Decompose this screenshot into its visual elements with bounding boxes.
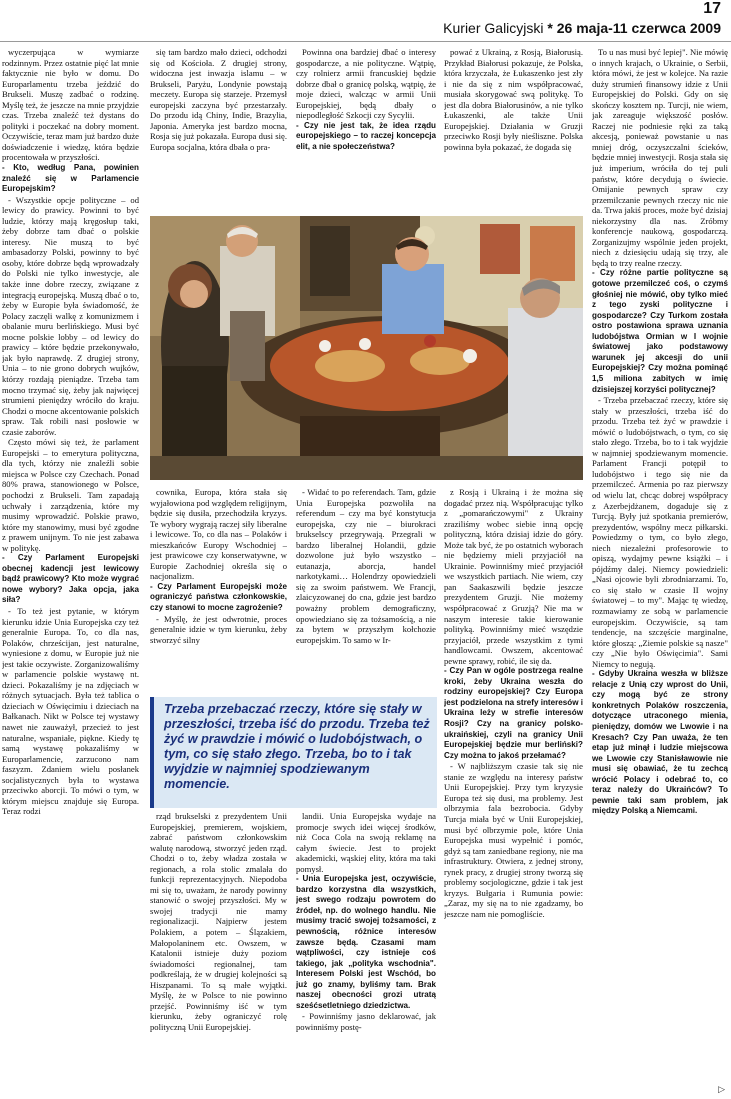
interview-question: - Gdyby Ukraina weszła w bliższe relacje z Unią czy wprost do Unii, czy mogą być ze strony konkretnych Polaków roszczenia, dotyczące utraconego mienia, pieniędzy, domów we Lwowie i na Kresach? Czy Pan uważa, że ten etap już minął i ludzie miejscowa we Lwowie czy Stanisławowie nie musi się obawiać, że tu zechcą wrócić Polacy i odebrać to, co teraz należy do Ukraińców? To pewnie taki sam problem, jak między Polską a Niemcami. xyxy=(592,669,728,816)
article-paragraph: - Powinniśmy jasno deklarować, jak powinniśmy postę- xyxy=(296,1011,436,1032)
column-3-middle xyxy=(296,487,436,694)
article-paragraph: - Wszystkie opcje polityczne – od lewicy do prawicy. Powinni to być ludzie, którzy mają kręgosłup taki, żeby dobrze tam dbać o polskie interesy. Nie muszą to być ambasadorzy Polski, powinny to być osoby, które dobrze będą wprowadzały do Polski nie tylko inwestycje, ale także inne dobre rzeczy, związane z integracją europejską. Muszą dbać o to, żeby w Europie była świadomość, że Polacy zaczęli walkę z komunizmem i obalanie muru berlińskiego. Musi być mocne polskie lobby – od lewicy do prawicy – które będzie przekonywało, jak było naprawdę. Z drugiej strony, Unia – to nie grono dobrych wujków, którzy rozdają pieniądze. Trzeba tam mocno trzymać się, żeby jak najwięcej strumieni pieniędzy wróciło do kraju. Chodzi o mocne akcentowanie polskich spraw. Tak robili nasi posłowie w czasie zaborów. xyxy=(2,194,139,437)
column-2-bottom xyxy=(150,811,287,1095)
interview-question: - Czy nie jest tak, że idea rządu europejskiego – to raczej koncepcja elit, a nie społeczeństwa? xyxy=(296,120,436,151)
article-paragraph: Często mówi się też, że parlament Europejski – to emerytura polityczna, dla tych, którzy nie znaleźli sobie miejsca w Polsce czy Czechach. Ponad 80% prawa, stanowionego w Polsce, pochodzi z Brukseli. Tam zapadają uchwały i zarządzenia, które my musimy wprowadzić. Polskie prawo, które my stanowimy, musi być zgodne z prawem unijnym. To nie jest zabawa w politykę. xyxy=(2,437,139,553)
article-paragraph: To u nas musi być lepiej". Nie mówię o innych krajach, o Ukrainie, o Serbii, która mówi, że jest w kolejce. Na razie duży strumień finansowy idzie z Unii Europejskiej do Polski. Gdy on się skończy kosztem np. Turcji, nie wiem, jak zareaguje większość posłów. Raczej nie podniesie ręki za taką akcesją, ponieważ powstanie u nas mniej dróg, oczyszczalni ścieków, będzie mniej inwestycji. Rosja stała się już imperium, wróciła do tej puli państw, które decydują o świecie. Omijanie pewnych spraw czy przemilczanie pewnych rzeczy nic nie da. Trwa jakiś proces, może być dzisiaj niekorzystny dla nas. Zróbmy konferencje naukową, gospodarczą. Zorganizujmy wspólnie jeden projekt, niech z dziesięciu udają się trzy, ale będą to trzy realne rzeczy. xyxy=(592,47,728,268)
next-page-arrow-icon[interactable]: ▷ xyxy=(718,1085,725,1095)
article-paragraph: - Widać to po referendach. Tam, gdzie Unia Europejska pozwoliła na referendum – czy ma być konstytucja europejska, czy nie – biurokraci brukselscy przegrywają. Przegrali w bardzo liberalnej Holandii, gdzie dozwolone już było wszystko – eutanazja, aborcja, handel narkotykami… Holendrzy opowiedzieli się za swoim państwem. We Francji, zlaicyzowanej do cna, gdzie jest bardzo poważny problem demograficzny, opowiedziano się za tożsamością, a nie za bytem w przyszłym kołchozie europejskim. To samo w Ir- xyxy=(296,487,436,645)
pull-quote xyxy=(150,697,437,808)
column-2-middle xyxy=(150,487,287,694)
column-4-bottom xyxy=(444,487,583,1095)
article-paragraph: cownika, Europa, która stała się wyjałowiona pod względem religijnym, będzie się dusiła, przechodziła kryzys. Te wybory wygrają raczej siły liberalne i lewicowe. To, co dla nas – Polaków i mieszkańców Europy Wschodniej – jest prawicowe czy konserwatywne, w Europie Zachodniej określa się o nacjonalizm. xyxy=(150,487,287,582)
column-3-bottom xyxy=(296,811,436,1095)
page-number: 17 xyxy=(703,0,721,17)
article-paragraph: - To też jest pytanie, w którym kierunku idzie Unia Europejska czy też generalnie Europa. To, co dla nas, Polaków, chrześcijan, jest naturalne, wyniesione z domu, w Europie już nie jest takie oczywiste. Zorganizowaliśmy w parlamencie polskie wystawę nt. dzieci. Pokazaliśmy je na zdjęciach w różnych sytuacjach. Była też tablica o dzieciach w Oświęcimiu i dzieciach na Bałkanach. Nikt w Polsce tej wystawy nawet nie zauważył, przecież to jest naturalne, wspaniałe, piękne. Kiedy tę samą wystawę pokazaliśmy w Europarlamencie, zarzucono nam faszyzm. Zdaniem wielu posłanek socjalistycznych była to wystawa przeciwko aborcji. To mówi o tym, w którym miejscu znajduje się Europa. Teraz rodzi xyxy=(2,605,139,817)
article-paragraph: - W najbliższym czasie tak się nie stanie ze względu na interesy państw Unii Europejskiej. Przy tym kryzysie Europa też się dusi, ma problemy. Jest olbrzymia fala bezrobocia. Gdyby Turcja miała być w Unii Europejskiej, musi być olbrzymie pole, które Unia Europejska musi wypełnić i pomóc, gdyż są tam zaniedbane regiony, nie ma infrastruktury. Otwiera, z jednej strony, rynek pracy, z drugiej strony tworzą się problemy socjologiczne, gdzie i tak jest kryzys. Bułgaria i Rumunia powie: „Zaraz, my się na to nie zgadzamy, bo jeszcze nam nie pomogliście. xyxy=(444,761,583,919)
article-paragraph: landii. Unia Europejska wydaje na promocje swych idei więcej środków, niż Coca Cola na swoją reklamę na całym świecie. Jest to projekt akademicki, wąskiej elity, która ma taki pomysł. xyxy=(296,811,436,874)
column-2-top xyxy=(150,47,287,214)
column-5 xyxy=(592,47,728,1087)
interview-photo xyxy=(150,216,583,480)
interview-question: - Unia Europejska jest, oczywiście, bardzo korzystna dla wszystkich, jest swego rodzaju powrotem do źródeł, np. do wolnego handlu. Nie musimy tracić swojej tożsamości, z pewnością, różnice interesów zawsze będą. Czasami mam wątpliwości, czy istnieje coś takiego, jak „polityka wschodnia". Interesem Polski jest Wschód, bo już go znamy, byliśmy tam. Brak naszej obecności grozi utratą sześćsetletniego dziedzictwa. xyxy=(296,874,436,1010)
interview-question: - Czy Pan w ogóle postrzega realne kroki, żeby Ukraina weszła do rodziny europejskiej? Czy Europa jest podzielona na strefy interesów i Ukraina leży w strefie interesów Rosji? Czy na granicy polsko-ukraińskiej, czyli na granicy Unii Europejskiej będzie mur berliński? Czy można to jakoś przełamać? xyxy=(444,666,583,760)
interview-question: - Kto, według Pana, powinien znaleźć się w Parlamencie Europejskim? xyxy=(2,163,139,194)
interview-photo-illustration xyxy=(150,216,583,480)
page-header xyxy=(0,0,731,42)
article-paragraph: się tam bardzo mało dzieci, odchodzi się od Kościoła. Z drugiej strony, widoczna jest inwazja islamu – w Brukseli, Paryżu, Londynie powstają meczety. Europa się starzeje. Przemysł europejski zaczyna być przestarzały. Do przodu idą Chiny, Indie, Brazylia, Japonia. Ameryka jest bardzo mocna, Rosja się już pokazała. Europa dusi się. Europa socjalna, która dbała o pra- xyxy=(150,47,287,152)
pull-quote-text: Trzeba przebaczać rzeczy, które się stały w przeszłości, trzeba iść do przodu. Trzeba też żyć w prawdzie i mówić o ludobójstwach, o tym, co się stało złego. Trzeba, bo to i tak wyjdzie w najmniej spodziewanym momencie. xyxy=(164,702,430,791)
article-paragraph: z Rosją i Ukrainą i że można się dogadać przez nią. Współpracując tylko z „pomarańczowymi" z Ukrainy zraziliśmy wobec siebie inną opcję polityczną, która dzisiaj idzie do góry. Może tak być, że po ostatnich wyborach nie będziemy mieli przyjaciół na Ukrainie. Powinniśmy mieć przyjaciół we wszystkich partiach. Nie wiem, czy pan Saakaszwili będzie jeszcze prezydentem Gruzji. Nie możemy współpracować z Gruzją? Nie ma w naszym interesie takie kierowanie polityką. Powinniśmy mieć wszędzie przyjaciół, przede wszystkim z tymi handlowcami. Owszem, akcentować pewne sprawy, robić, ile się da. xyxy=(444,487,583,666)
publication-name: Kurier Galicyjski xyxy=(443,20,544,36)
column-4-top xyxy=(444,47,583,214)
article-paragraph: pować z Ukrainą, z Rosją, Białorusią. Przykład Białorusi pokazuje, że Polska, która krzyczała, że Łukaszenko jest zły i nie da się z nim współpracować, musiała skorygować swą politykę. To jest dla dobra Białorusinów, a nie tylko Łukaszenki, ale także Unii Europejskiej. Działania w Gruzji przeciwko Rosji były nieśliszne. Polska powinna była pokazać, że dogada się xyxy=(444,47,583,152)
interview-question: - Czy różne partie polityczne są gotowe przemilczeć coś, o czymś głośniej nie mówić, oby tylko mieć z tego zyski polityczne i gospodarcze? Czy Turkom została ostro postawiona sprawa uznania ludobójstwa Ormian w I wojnie światowej jako podstawowy warunek jej akcesji do unii Europejskiej? Czy można pominąć 1,5 miliona zabitych w imię dzisiejszej korzyści politycznej? xyxy=(592,268,728,394)
column-3-top xyxy=(296,47,436,214)
article-paragraph: - Trzeba przebaczać rzeczy, które się stały w przeszłości, trzeba iść do przodu. Trzeba też żyć w prawdzie i mówić o ludobójstwach, o tym, co się stało złego. Trzeba, bo to i tak wyjdzie w najmniej spodziewanym momencie. Parlament Francji potępił to ludobójstwo i tego się nie da przemilczeć. Armenia po raz pierwszy od wielu lat, chcąc dobrej współpracy z Azerbejdżanem, dogaduje się z Turcją. Były już spotkania premierów, prezydentów, wspólny mecz piłkarski. Powiedzmy o tym, co było złego, niech niezależni profesorowie to opiszą, wydajmy pewne książki – i pójdźmy dalej. Niemcy powiedzieli: „Nasi ojcowie byli zbrodniarzami. To, co się stało w czasie II wojny światowej – to my". Mając tę wiedzę, rozmawiamy ze sobą w parlamencie europejskim. Oczywiście, są tam tendencje, na szczęście marginalne, które głoszą: „Ziemie polskie są nasze" czy „Nie było Oświęcimia". Sami Niemcy to negują. xyxy=(592,395,728,669)
interview-question: - Czy Parlament Europejski obecnej kadencji jest lewicowy bądź prawicowy? Kto może wygrać nowe wybory? Jaka opcja, jaka siła? xyxy=(2,553,139,605)
article-paragraph: wyczerpująca w wymiarze rodzinnym. Przez ostatnie pięć lat mnie faktycznie nie było w domu. Do Europarlamentu trzeba jeździć do Brukseli. Muszę zadbać o rodzinę. Myślę też, że jeszcze na mnie przyjdzie czas. Trzeba znaleźć też dystans do polityki i poczekać na dobry moment. Oczywiście, teraz mam już bardzo duże doświadczenie i wiedzę, która będzie procentowała w przyszłości. xyxy=(2,47,139,163)
issue-dates: 26 maja-11 czerwca 2009 xyxy=(556,20,721,36)
masthead xyxy=(443,20,721,36)
interview-question: - Czy Parlament Europejski może ograniczyć państwa członkowskie, czy stanowi to mocne zagrożenie? xyxy=(150,581,287,613)
article-paragraph: Powinna ona bardziej dbać o interesy gospodarcze, a nie polityczne. Wątpię, czy rolnierz armii francuskiej będzie dobrze dbał o granicę polską, wątpię, że moje dzieci, walcząc w armii Unii Europejskiej, będą dbały o niepodległość Szkocji czy Sycylii. xyxy=(296,47,436,121)
article-paragraph: rząd brukselski z prezydentem Unii Europejskiej, premierem, wojskiem, zabrać państwom członkowskim walutę narodową, stworzyć jeden rząd. Chodzi o to, żeby władza została w regionach, a rola stolic zmalała do funkcji reprezentacyjnych. Niepodoba mi się to, uważam, że narody powinny stanowić o swojej przyszłości. My w swojej tradycji nie mamy regionalizacji. Najpierw jestem Polakiem, a potem – Ślązakiem, Małopolaninem etc. Owszem, w Katalonii istnieje duży poziom świadomości regionalnej, tam podkreślają, że w drugiej kolejności są Hiszpanami. To są małe wyjątki. Myślę, że w Polsce to nie powinno przejść. Powinniśmy iść w tym kierunku, żeby ograniczyć rolę polityczną Unii Europejskiej. xyxy=(150,811,287,1032)
masthead-separator: * xyxy=(547,20,553,36)
column-1 xyxy=(2,47,139,1095)
article-paragraph: - Myślę, że jest odwrotnie, proces generalnie idzie w tym kierunku, żeby stworzyć silny xyxy=(150,613,287,645)
